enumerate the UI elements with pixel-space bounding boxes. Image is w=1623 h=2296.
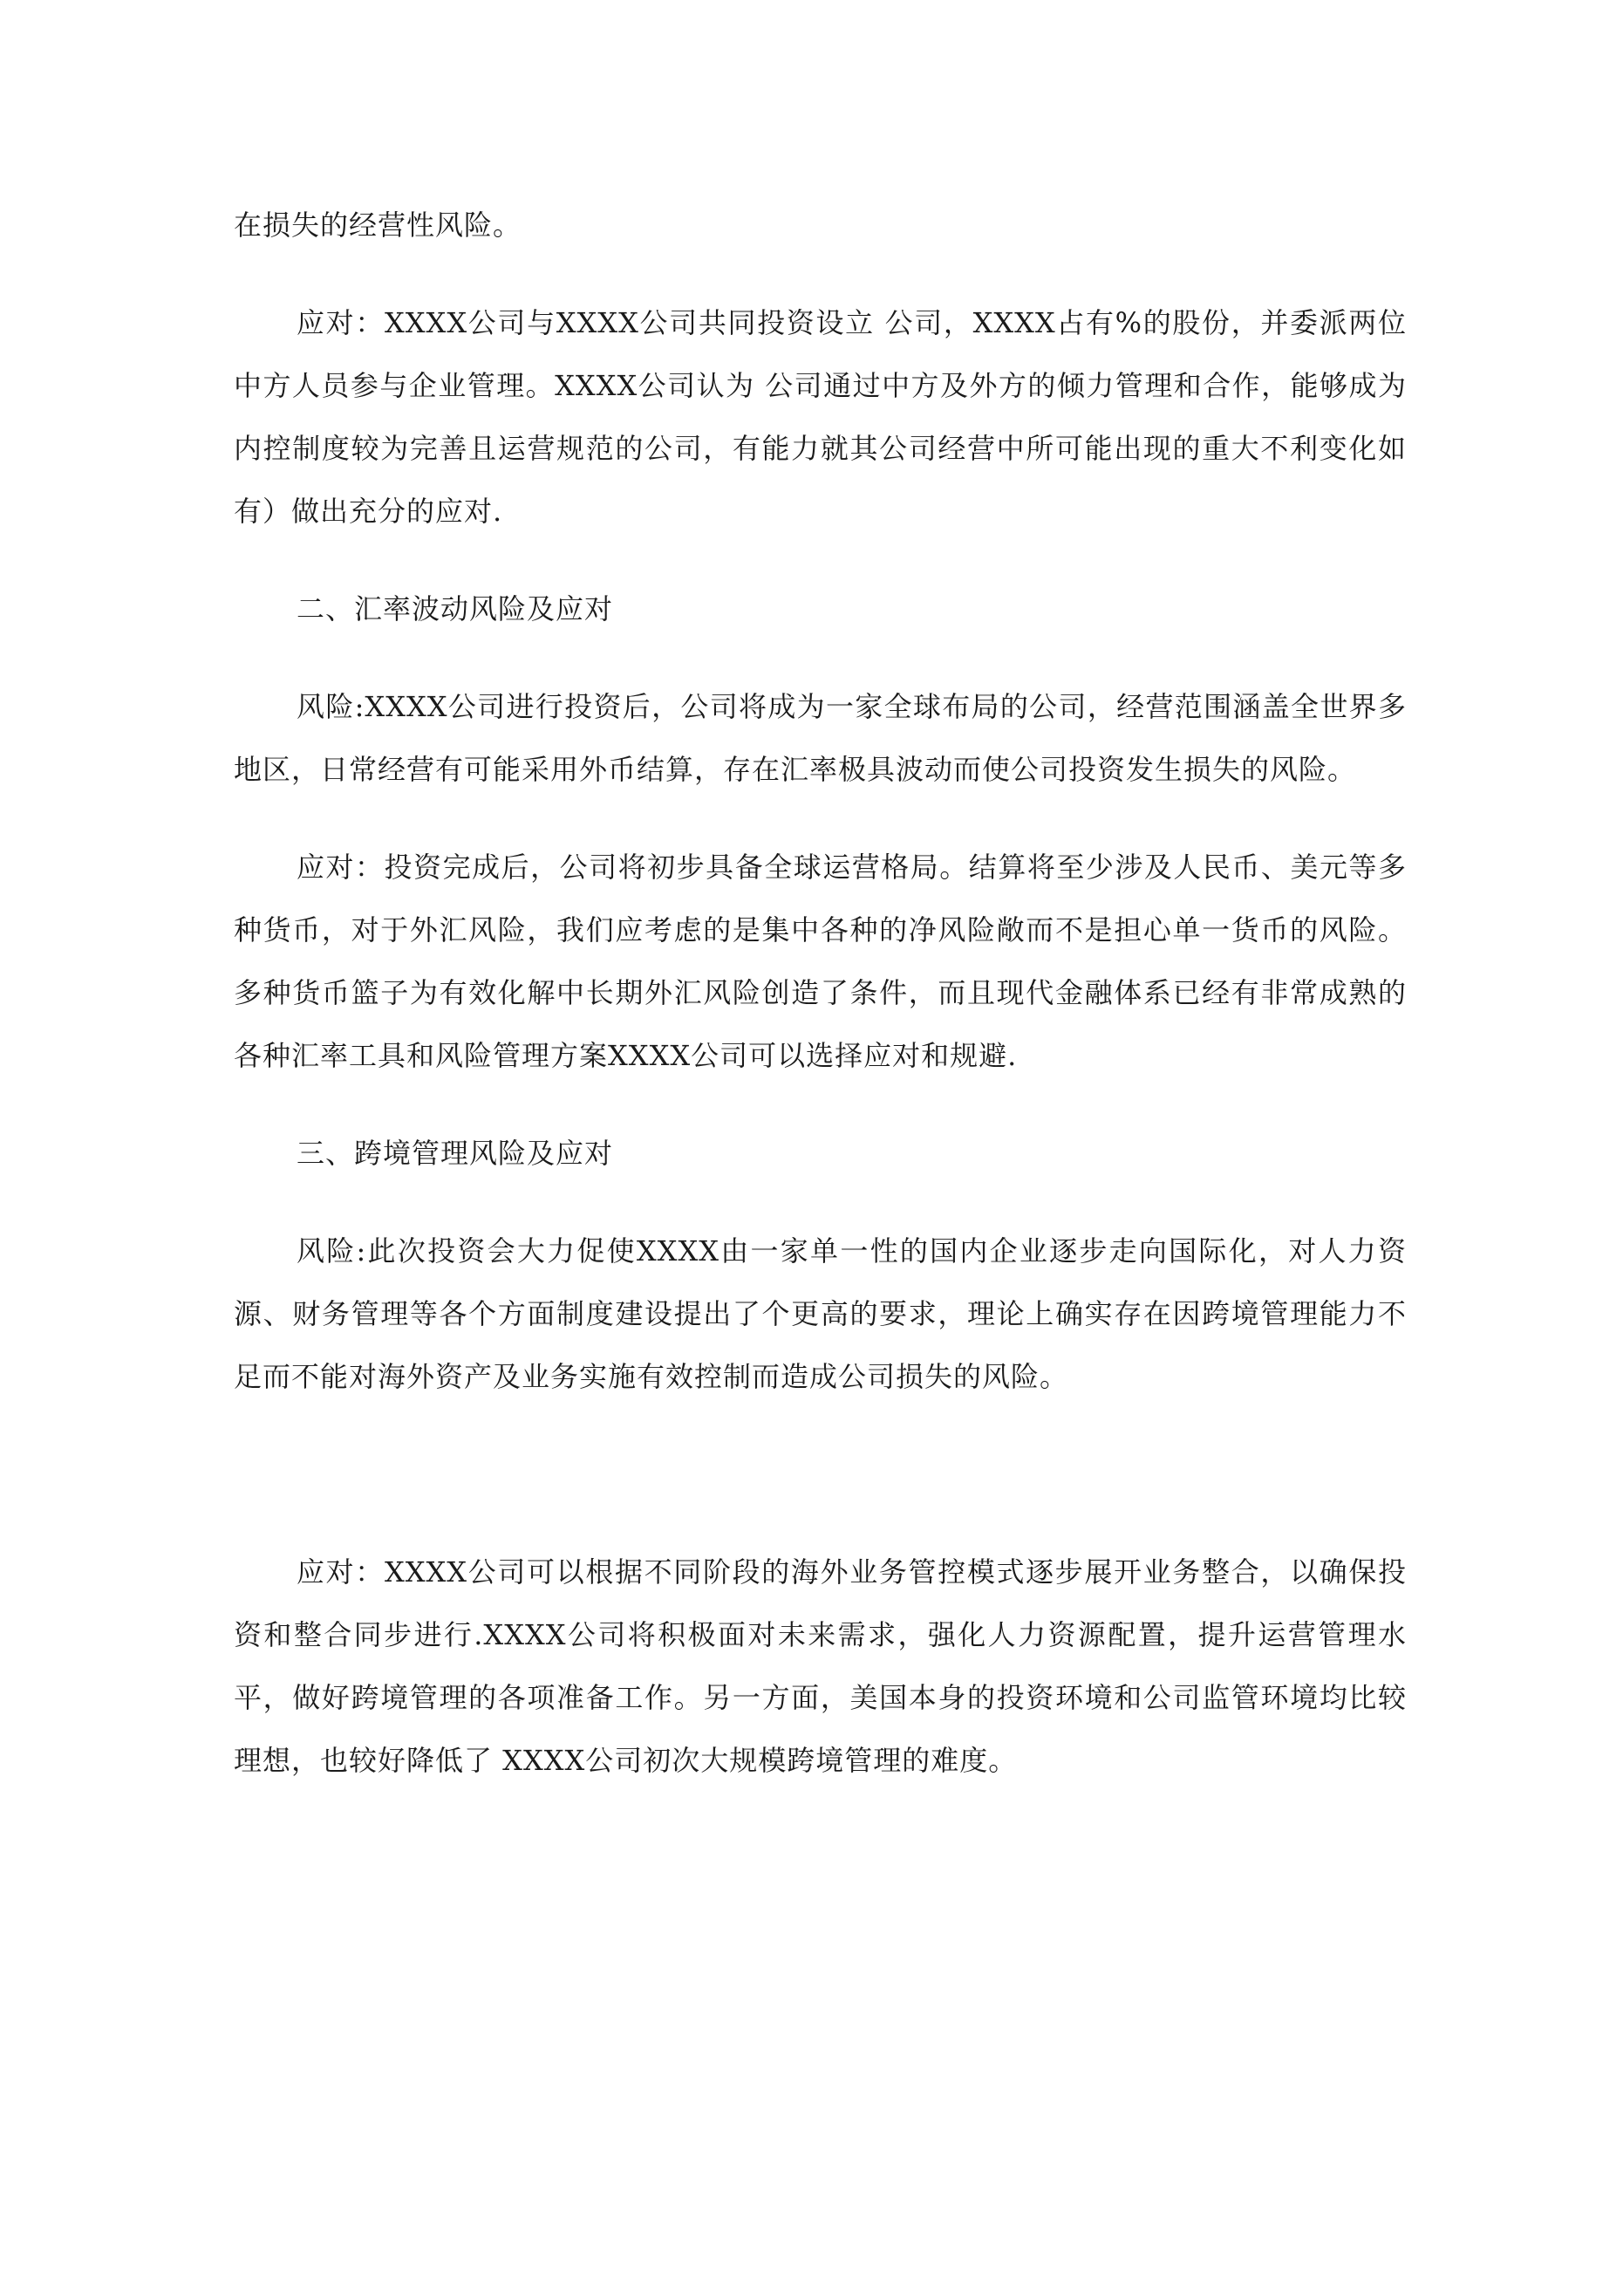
section-heading-exchange-rate: 二、汇率波动风险及应对 xyxy=(297,592,614,625)
paragraph-risk-2: 风险:XXXX公司进行投资后，公司将成为一家全球布局的公司，经营范围涵盖全世界多地区，日常经营有可能采用外币结算，存在汇率极具波动而使公司投资发生损失的风险。 xyxy=(234,690,1407,786)
paragraph-response-2: 应对：投资完成后，公司将初步具备全球运营格局。结算将至少涉及人民币、美元等多种货币，对于外汇风险，我们应考虑的是集中各种的净风险敞而不是担心单一货币的风险。多种货币篮子为有效化解中长期外汇风险创造了条件，而且现代金融体系已经有非常成熟的各种汇率工具和风险管理方案XXXX公司可以选择应对和规避. xyxy=(234,851,1407,1072)
paragraph-risk-3: 风险:此次投资会大力促使XXXX由一家单一性的国内企业逐步走向国际化，对人力资源、财务管理等各个方面制度建设提出了个更高的要求，理论上确实存在因跨境管理能力不足而不能对海外资产及业务实施有效控制而造成公司损失的风险。 xyxy=(234,1234,1407,1393)
paragraph-continuation: 在损失的经营性风险。 xyxy=(234,208,522,242)
document-body xyxy=(234,194,1407,1792)
section-heading-cross-border: 三、跨境管理风险及应对 xyxy=(297,1137,614,1170)
paragraph-response-1: 应对：XXXX公司与XXXX公司共同投资设立 公司，XXXX占有%的股份，并委派两位中方人员参与企业管理。XXXX公司认为 公司通过中方及外方的倾力管理和合作，能够成为内控制度较为完善且运营规范的公司，有能力就其公司经营中所可能出现的重大不利变化如有）做出充分的应对. xyxy=(234,306,1407,528)
paragraph-response-3: 应对：XXXX公司可以根据不同阶段的海外业务管控模式逐步展开业务整合，以确保投资和整合同步进行.XXXX公司将积极面对未来需求，强化人力资源配置，提升运营管理水平，做好跨境管理的各项准备工作。另一方面，美国本身的投资环境和公司监管环境均比较理想，也较好降低了 XXXX公司初次大规模跨境管理的难度。 xyxy=(234,1555,1407,1777)
